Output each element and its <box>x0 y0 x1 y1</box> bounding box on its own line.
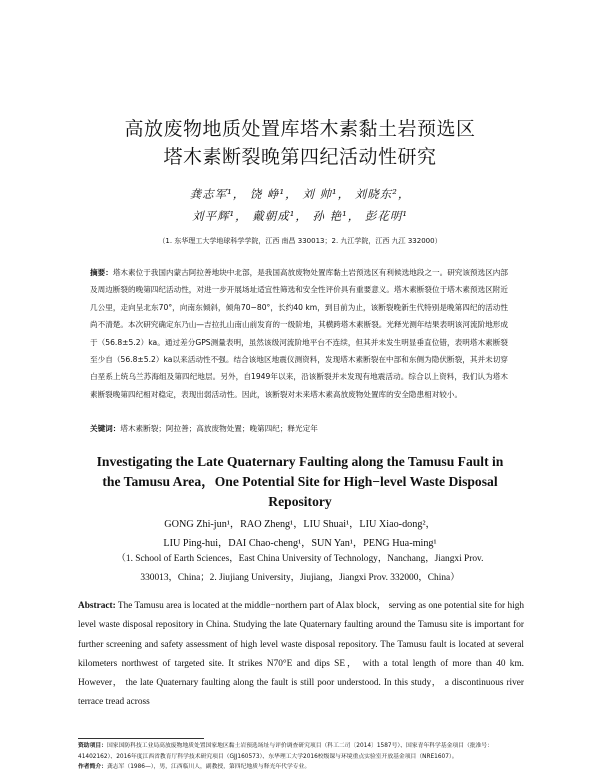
english-title <box>60 452 540 512</box>
chinese-abstract-label: 摘要： <box>90 268 113 277</box>
funding-footnote <box>78 741 526 762</box>
author-bio-footnote <box>78 762 526 773</box>
author-bio-text: 龚志军（1986—），男，江西临川人，副教授，第四纪地质与释光年代学专业。 <box>107 764 311 770</box>
chinese-abstract-text: 塔木素位于我国内蒙古阿拉善地块中北部，是我国高放废物处置库黏土岩预选区有利候选地段之一。研究该预选区内部及周边断裂的晚第四纪活动性，对进一步开展场址适宜性筛选和安全性评价具有重要意义。塔木素断裂位于塔木素预选区附近几公里，走向呈北东70°，向南东倾斜，倾角70−80°，长约40 km，到目前为止，该断裂晚新生代特别是晚第四纪的活动性尚不清楚。本次研究确定东乃山—吉拉扎山南山前发育的一级阶地，其横跨塔木素断裂。光释光测年结果表明该河流阶地形成于（56.8±5.2）ka。通过差分GPS测量表明，虽然该级河流阶地平台不连续，但其并未发生明显垂直位错，表明塔木素断裂至少自（56.8±5.2）ka以来活动性不强。结合该地区地震仪测资料，发现塔木素断裂在中部和东侧为隐伏断裂，其并未切穿白垩系上统乌兰苏海组及第四纪地层。另外，自1949年以来，沿该断裂并未发现有地震活动。综合以上资料，我们认为塔木素断裂晚第四纪相对稳定，表现出弱活动性。因此，该断裂对未来塔木素高放废物处置库的安全隐患相对较小。 <box>90 268 509 399</box>
footnotes <box>78 741 526 773</box>
chinese-keywords <box>90 423 508 434</box>
footnote-divider <box>78 738 204 739</box>
english-authors-line-1: GONG Zhi-jun¹，RAO Zheng¹，LIU Shuai¹，LIU Xiao-dong²， <box>164 519 436 530</box>
funding-text: 国家国防科技工业局高放废物地质处置国家地区黏土岩预选场址与评价调查研究项目（科工二司〔2014〕1587号）、国家青年科学基金项目（批准号：41402162）、2016年度江西省教育厅科学技术研究项目（GJJ160573）、东华理工大学2016校级课与环境重点实验室开放基金项目（NRE1607）。 <box>78 743 494 760</box>
english-title-line-2: the Tamusu Area，One Potential Site for High−level Waste Disposal <box>102 474 498 489</box>
author-bio-label: 作者简介： <box>78 764 107 770</box>
english-authors-line-2: LIU Ping-hui，DAI Chao-cheng¹，SUN Yan¹，PENG Hua-ming¹ <box>163 538 437 549</box>
funding-label: 资助项目： <box>78 743 107 749</box>
english-title-line-3: Repository <box>268 494 332 509</box>
chinese-keywords-text: 塔木素断裂；阿拉善；高放废物处置；晚第四纪；释光定年 <box>120 424 318 433</box>
chinese-abstract <box>90 264 508 403</box>
chinese-title-line-2: 塔木素断裂晚第四纪活动性研究 <box>163 146 437 168</box>
english-abstract <box>78 597 524 713</box>
english-title-line-1: Investigating the Late Quaternary Faulting along the Tamusu Fault in <box>96 454 504 469</box>
english-abstract-text: The Tamusu area is located at the middle−northern part of Alax block， serving as one potential site for high level waste disposal repository in China. Studying the late Quaternary faulting around the Tamusu site is important for further screening and safety assessment of high level waste disposal repository. The Tamusu fault is located at several kilometers northwest of targeted site. It strikes N70°E and dips SE， with a total length of more than 40 km. However， the late Quaternary faulting along the fault is still poor understood. In this study， a discontinuous river terrace tread across <box>78 601 525 708</box>
english-affiliation-line-2: 330013，China；2. Jiujiang University，Jiujiang，Jiangxi Prov. 332000，China） <box>140 573 460 583</box>
english-abstract-label: Abstract: <box>78 601 116 611</box>
chinese-authors-line-2: 刘平辉¹， 戴朝成¹， 孙 艳¹， 彭花明¹ <box>191 209 409 223</box>
chinese-title-line-1: 高放废物地质处置库塔木素黏土岩预选区 <box>124 118 476 140</box>
english-affiliation <box>80 550 520 588</box>
chinese-affiliation: （1. 东华理工大学地球科学学院，江西 南昌 330013；2. 九江学院，江西 九江 332000） <box>158 237 442 245</box>
english-affiliation-line-1: （1. School of Earth Sciences，East China University of Technology，Nanchang，Jiangxi Prov. <box>116 554 484 564</box>
chinese-authors-line-1: 龚志军¹， 饶 峥¹， 刘 帅¹， 刘晓东²， <box>189 187 411 201</box>
chinese-keywords-label: 关键词： <box>90 424 121 433</box>
